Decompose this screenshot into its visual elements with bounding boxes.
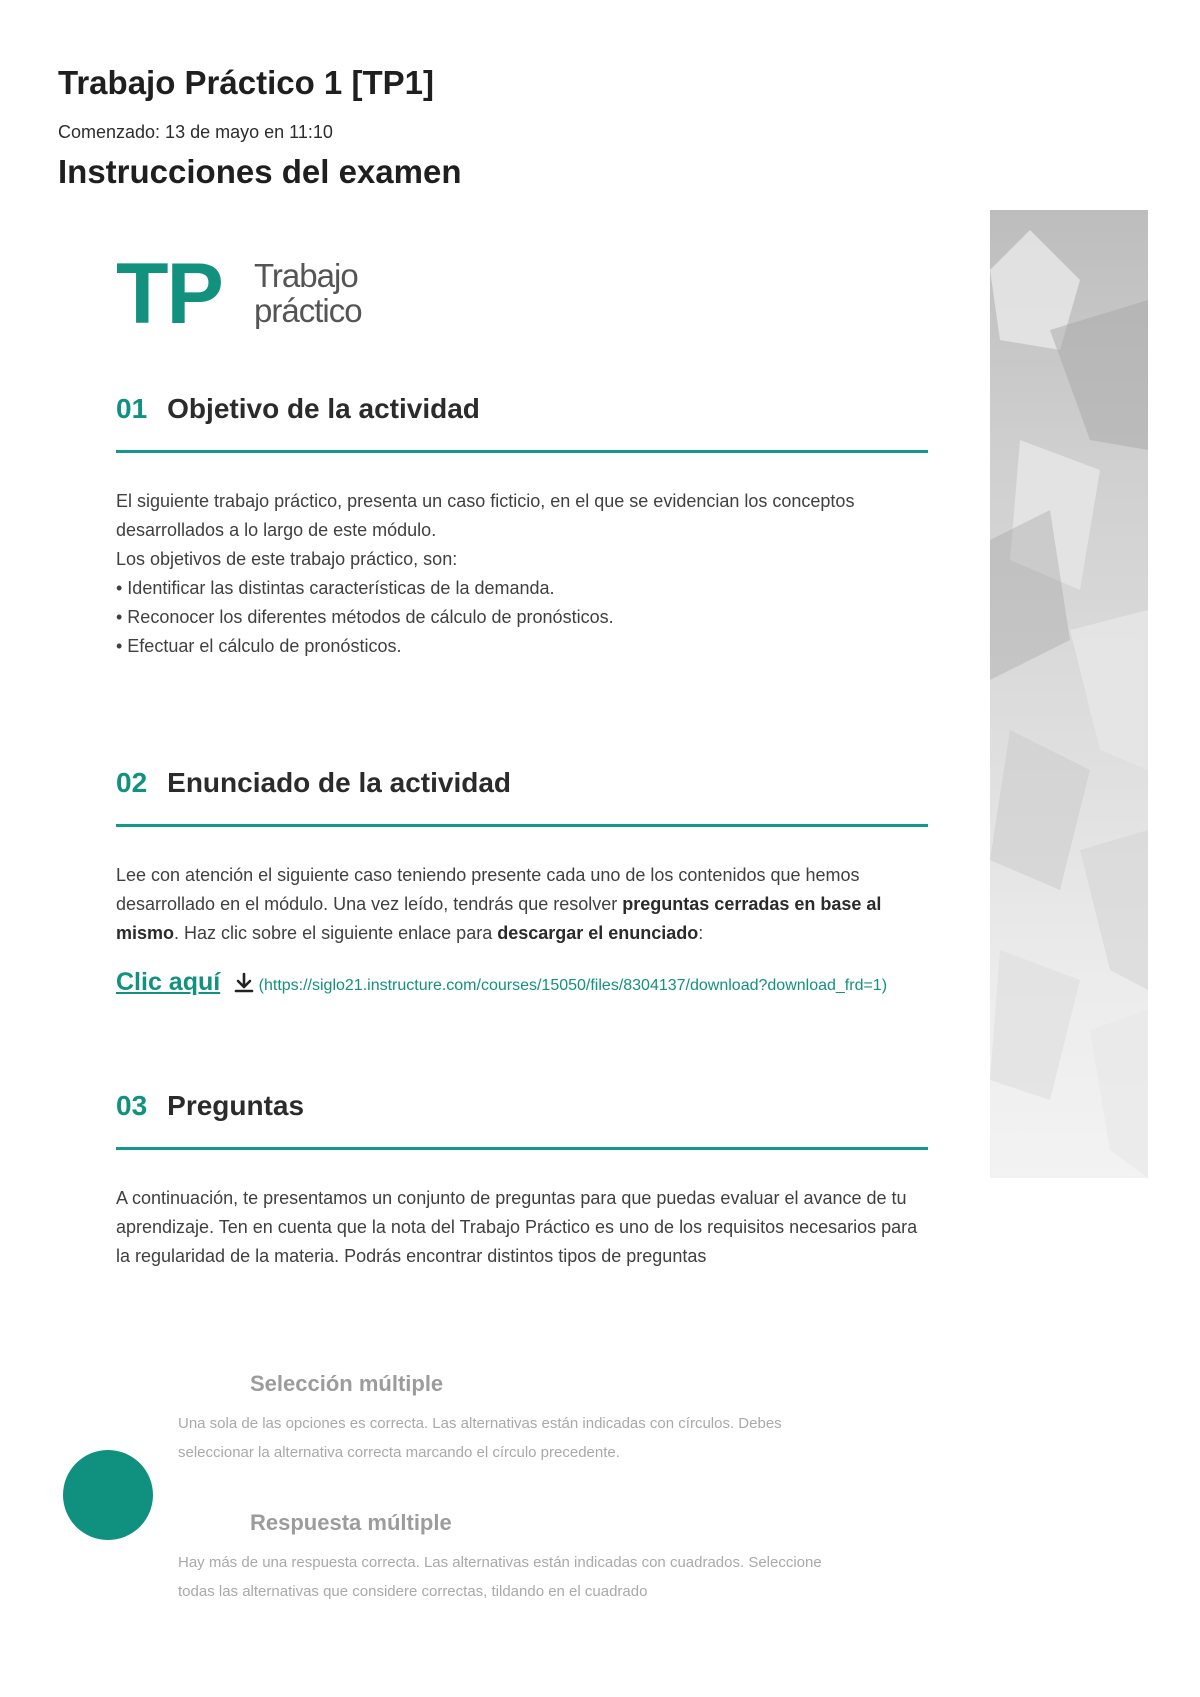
body-line: Los objetivos de este trabajo práctico, son: [116, 549, 458, 569]
body-line: El siguiente trabajo práctico, presenta un caso ficticio, en el que se evidencian los conceptos desarrollados a lo largo de este módulo. [116, 491, 855, 540]
bold-text: preguntas cerradas en base al mismo [116, 894, 882, 943]
section-title: Preguntas [167, 1090, 305, 1121]
list-item: • Efectuar el cálculo de pronósticos. [116, 636, 402, 656]
question-type-description: Una sola de las opciones es correcta. Las alternativas están indicadas con círculos. Debes seleccionar la alternativa correcta marcando el círculo precedente. [178, 1415, 782, 1461]
section-title: Enunciado de la actividad [167, 767, 512, 798]
section-divider [116, 1147, 928, 1150]
started-timestamp: Comenzado: 13 de mayo en 11:10 [58, 122, 333, 142]
section-body-enunciado [116, 861, 936, 948]
instructions-heading: Instrucciones del examen [58, 153, 462, 190]
logo-word-practico: práctico [254, 292, 362, 329]
section-heading-objetivo [116, 393, 480, 425]
download-icon[interactable] [233, 972, 255, 1007]
list-item: • Identificar las distintas características de la demanda. [116, 578, 555, 598]
download-url[interactable]: (https://siglo21.instructure.com/courses/15050/files/8304137/download?download_frd=1) [258, 977, 888, 994]
tp-logo [116, 246, 416, 342]
decorative-side-image [990, 210, 1148, 1178]
section-number: 02 [116, 767, 148, 798]
body-text: . Haz clic sobre el siguiente enlace para [174, 923, 498, 943]
section-heading-preguntas [116, 1090, 304, 1122]
logo-letters: TP [116, 246, 222, 342]
body-text: A continuación, te presentamos un conjunto de preguntas para que puedas evaluar el avance de tu aprendizaje. Ten en cuenta que la nota del Trabajo Práctico es uno de los requisitos necesarios para la regularidad de la materia. Podrás encontrar distintos tipos de preguntas [116, 1188, 918, 1266]
section-number: 01 [116, 393, 148, 424]
section-body-objetivo [116, 487, 936, 661]
download-link[interactable]: Clic aquí [116, 968, 221, 996]
list-item: • Reconocer los diferentes métodos de cálculo de pronósticos. [116, 607, 614, 627]
section-divider [116, 824, 928, 827]
download-link-row [116, 965, 936, 1007]
question-type-title: Selección múltiple [250, 1371, 444, 1396]
body-text: Lee con atención el siguiente caso teniendo presente cada uno de los contenidos que hemos desarrollado en el módulo. Una vez leído, tendrás que resolver [116, 865, 860, 914]
section-divider [116, 450, 928, 453]
section-body-preguntas [116, 1184, 936, 1271]
section-number: 03 [116, 1090, 148, 1121]
green-circle-decoration [63, 1450, 153, 1540]
logo-word-trabajo: Trabajo [254, 257, 358, 294]
section-title: Objetivo de la actividad [167, 393, 480, 424]
page-title: Trabajo Práctico 1 [TP1] [58, 64, 434, 101]
question-type-description: Hay más de una respuesta correcta. Las alternativas están indicadas con cuadrados. Seleccione todas las alternativas que considere correctas, tildando en el cuadrado [178, 1554, 822, 1600]
question-type-title: Respuesta múltiple [250, 1510, 452, 1535]
section-heading-enunciado [116, 767, 511, 799]
body-text: : [698, 923, 704, 943]
bold-text: descargar el enunciado [497, 923, 699, 943]
